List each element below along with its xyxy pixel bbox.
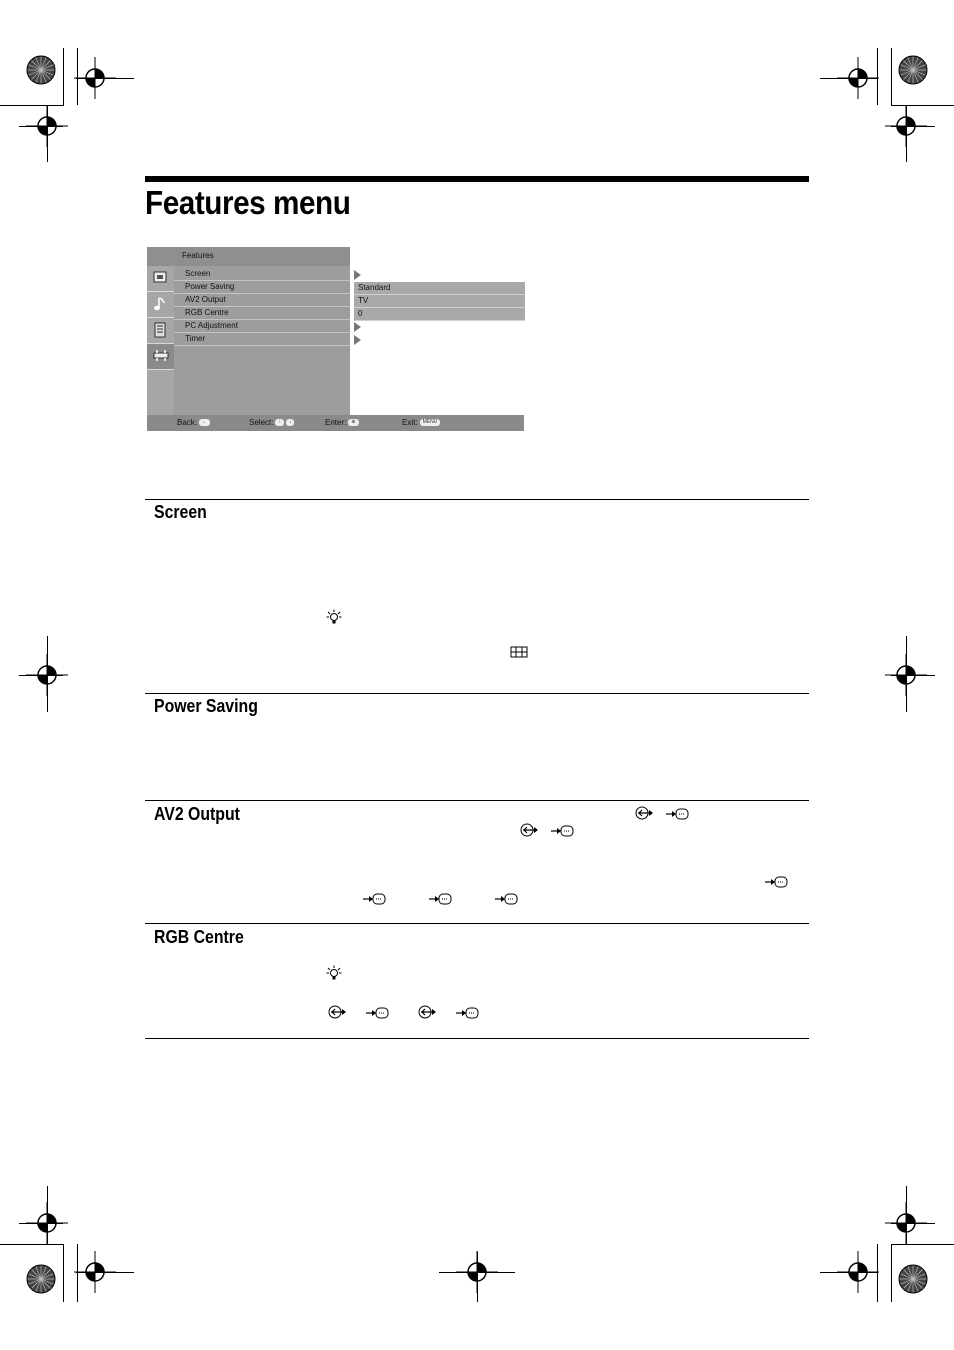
osd-tab-sound[interactable]	[147, 292, 174, 318]
av-input-icon	[665, 807, 689, 821]
submenu-arrow-icon	[354, 335, 361, 345]
tip-lightbulb-icon	[326, 609, 342, 625]
sound-icon	[153, 296, 167, 312]
osd-item-rgb-centre[interactable]: RGB Centre	[174, 307, 350, 320]
submenu-arrow-icon	[354, 322, 361, 332]
color-target-icon	[26, 1264, 56, 1294]
registration-mark-icon	[885, 654, 927, 696]
section-divider	[145, 499, 809, 500]
section-title-screen: Screen	[154, 502, 207, 522]
osd-item-pc-adjustment[interactable]: PC Adjustment	[174, 320, 350, 333]
menu-key-icon: MENU	[420, 419, 441, 426]
color-target-icon	[898, 55, 928, 85]
osd-footer-select: Select: ↑ ↓	[249, 418, 294, 427]
registration-mark-icon	[456, 1251, 498, 1293]
picture-icon	[153, 270, 167, 284]
crop-line	[0, 1244, 63, 1245]
osd-item-list	[174, 266, 350, 415]
osd-value-power-saving: Standard	[354, 282, 525, 295]
registration-mark-icon	[74, 57, 116, 99]
section-divider	[145, 923, 809, 924]
registration-mark-icon	[837, 57, 879, 99]
page-title: Features menu	[145, 184, 351, 221]
registration-mark-icon	[26, 1202, 68, 1244]
av-input-icon	[455, 1006, 479, 1020]
osd-footer-back: Back: ←	[177, 418, 210, 427]
av-input-icon	[764, 875, 788, 889]
registration-mark-icon	[837, 1251, 879, 1293]
av-input-icon	[428, 892, 452, 906]
av-in-out-icon	[520, 823, 546, 837]
av-in-out-icon	[418, 1005, 444, 1019]
crop-line	[891, 1244, 892, 1302]
registration-mark-icon	[885, 1202, 927, 1244]
color-target-icon	[26, 55, 56, 85]
section-title-power-saving: Power Saving	[154, 696, 258, 716]
osd-footer	[147, 415, 524, 431]
av-input-icon	[365, 1006, 389, 1020]
enter-key-icon: ⊕	[348, 419, 358, 426]
setup-icon	[153, 322, 167, 338]
crop-line	[891, 1244, 954, 1245]
osd-item-av2-output[interactable]: AV2 Output	[174, 294, 350, 307]
osd-tab-features[interactable]	[147, 344, 174, 370]
av-in-out-icon	[328, 1005, 354, 1019]
submenu-arrow-icon	[354, 270, 361, 280]
osd-value-rgb-centre: 0	[354, 308, 525, 321]
osd-item-screen[interactable]: Screen	[174, 268, 350, 281]
osd-tab-setup[interactable]	[147, 318, 174, 344]
registration-mark-icon	[885, 105, 927, 147]
down-key-icon: ↓	[286, 419, 295, 426]
title-bar	[145, 176, 809, 182]
section-divider	[145, 693, 809, 694]
section-title-rgb-centre: RGB Centre	[154, 927, 244, 947]
av-input-icon	[362, 892, 386, 906]
section-title-av2-output: AV2 Output	[154, 804, 240, 824]
wide-mode-icon	[510, 646, 528, 658]
osd-item-power-saving[interactable]: Power Saving	[174, 281, 350, 294]
av-in-out-icon	[635, 806, 661, 820]
crop-line	[63, 48, 64, 106]
osd-tab-picture[interactable]	[147, 266, 174, 292]
up-key-icon: ↑	[275, 419, 284, 426]
registration-mark-icon	[26, 105, 68, 147]
registration-mark-icon	[26, 654, 68, 696]
osd-header-title: Features	[182, 251, 214, 260]
color-target-icon	[898, 1264, 928, 1294]
osd-footer-exit: Exit: MENU	[402, 418, 440, 427]
osd-header	[147, 247, 350, 266]
features-icon	[153, 348, 169, 362]
registration-mark-icon	[74, 1251, 116, 1293]
osd-menu-screenshot	[147, 247, 525, 431]
crop-line	[63, 1244, 64, 1302]
osd-item-timer[interactable]: Timer	[174, 333, 350, 346]
av-input-icon	[494, 892, 518, 906]
av-input-icon	[550, 824, 574, 838]
crop-line	[891, 48, 892, 106]
osd-value-av2-output: TV	[354, 295, 525, 308]
section-divider	[145, 800, 809, 801]
section-divider	[145, 1038, 809, 1039]
tip-lightbulb-icon	[326, 965, 342, 981]
osd-footer-enter: Enter: ⊕	[325, 418, 359, 427]
back-key-icon: ←	[199, 419, 210, 426]
osd-tab-column	[147, 266, 174, 415]
